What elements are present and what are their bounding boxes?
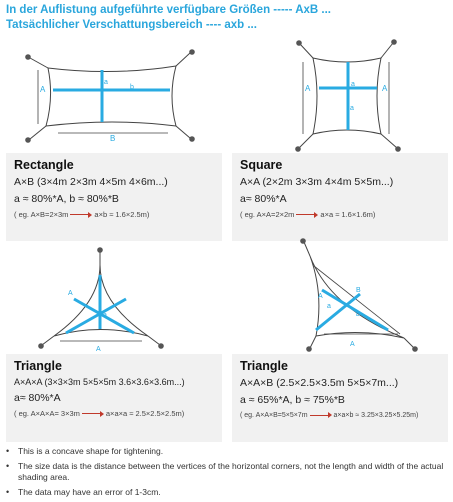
card-sizes: A×B (3×4m 2×3m 4×5m 4×6m...) (14, 176, 168, 188)
card-ratio: a ≈ 80%*A, b ≈ 80%*B (14, 193, 119, 205)
rectangle-diagram (18, 40, 218, 150)
header-line-1: In der Auflistung aufgeführte verfügbare Größen ----- AxB ... (6, 4, 331, 16)
arrow-right-icon (296, 211, 318, 219)
card-title: Triangle (240, 359, 288, 373)
square-label-A-left: A (305, 84, 311, 93)
note-text: This is a concave shape for tightening. (18, 446, 164, 456)
square-label-a-v: a (350, 105, 354, 112)
note-text: The data may have an error of 1-3cm. (18, 487, 161, 497)
example-right: a×b ≈ 1.6×2.5m) (94, 210, 150, 219)
tri-label-A-left: A (68, 290, 73, 297)
iso-label-B: B (356, 287, 361, 294)
card-triangle-equilateral (6, 354, 222, 442)
list-item (6, 487, 448, 498)
rect-label-a: a (104, 79, 108, 86)
card-square (232, 153, 448, 241)
example-left: ( eg. A×B=2×3m (14, 210, 69, 219)
arrow-right-icon (82, 410, 104, 418)
card-sizes: A×A (2×2m 3×3m 4×4m 5×5m...) (240, 176, 394, 188)
iso-label-A-left: A (318, 293, 323, 300)
list-item (6, 446, 448, 457)
tri-label-a: a (103, 312, 107, 319)
notes-list (6, 446, 448, 502)
card-example (240, 411, 440, 419)
example-right: a×a×a ≈ 2.5×2.5×2.5m) (105, 409, 185, 418)
example-left: ( eg. A×A×B=5×5×7m (240, 411, 308, 419)
example-left: ( eg. A×A×A= 3×3m (14, 409, 80, 418)
iso-label-b: b (356, 311, 360, 318)
example-left: ( eg. A×A=2×2m (240, 210, 295, 219)
arrow-right-icon (310, 411, 332, 419)
equilateral-triangle-diagram (30, 245, 190, 357)
rect-label-B: B (110, 134, 116, 143)
card-ratio: a≈ 80%*A (240, 193, 287, 205)
card-sizes: A×A×A (3×3×3m 5×5×5m 3.6×3.6×3.6m...) (14, 377, 185, 387)
rect-label-b: b (130, 84, 134, 91)
arrow-right-icon (70, 211, 92, 219)
card-example (14, 409, 214, 418)
bullet-icon: • (6, 461, 10, 471)
iso-label-a: a (327, 303, 331, 310)
note-text: The size data is the distance between the vertices of the horizontal corners, not the length and width of the actual shading area. (18, 461, 444, 482)
card-example (240, 210, 440, 219)
card-ratio: a ≈ 65%*A, b ≈ 75%*B (240, 394, 345, 406)
isosceles-triangle-diagram (290, 236, 430, 356)
rect-label-A: A (40, 85, 46, 94)
card-title: Rectangle (14, 158, 74, 172)
iso-label-A-bottom: A (350, 341, 355, 348)
example-right: a×a ≈ 1.6×1.6m) (320, 210, 376, 219)
bullet-icon: • (6, 446, 10, 456)
card-sizes: A×A×B (2.5×2.5×3.5m 5×5×7m...) (240, 377, 399, 389)
card-rectangle (6, 153, 222, 241)
card-title: Square (240, 158, 283, 172)
card-title: Triangle (14, 359, 62, 373)
card-ratio: a≈ 80%*A (14, 392, 61, 404)
card-triangle-isosceles (232, 354, 448, 442)
tri-label-A-bottom: A (96, 346, 101, 353)
bullet-icon: • (6, 487, 10, 497)
header-line-2: Tatsächlicher Verschattungsbereich ---- axb ... (6, 19, 257, 31)
list-item (6, 461, 448, 483)
square-diagram (285, 38, 415, 168)
card-example (14, 210, 214, 219)
square-label-A-right: A (382, 84, 388, 93)
example-right: a×a×b ≈ 3.25×3.25×5.25m) (333, 411, 419, 419)
square-label-a-h: a (351, 81, 355, 88)
